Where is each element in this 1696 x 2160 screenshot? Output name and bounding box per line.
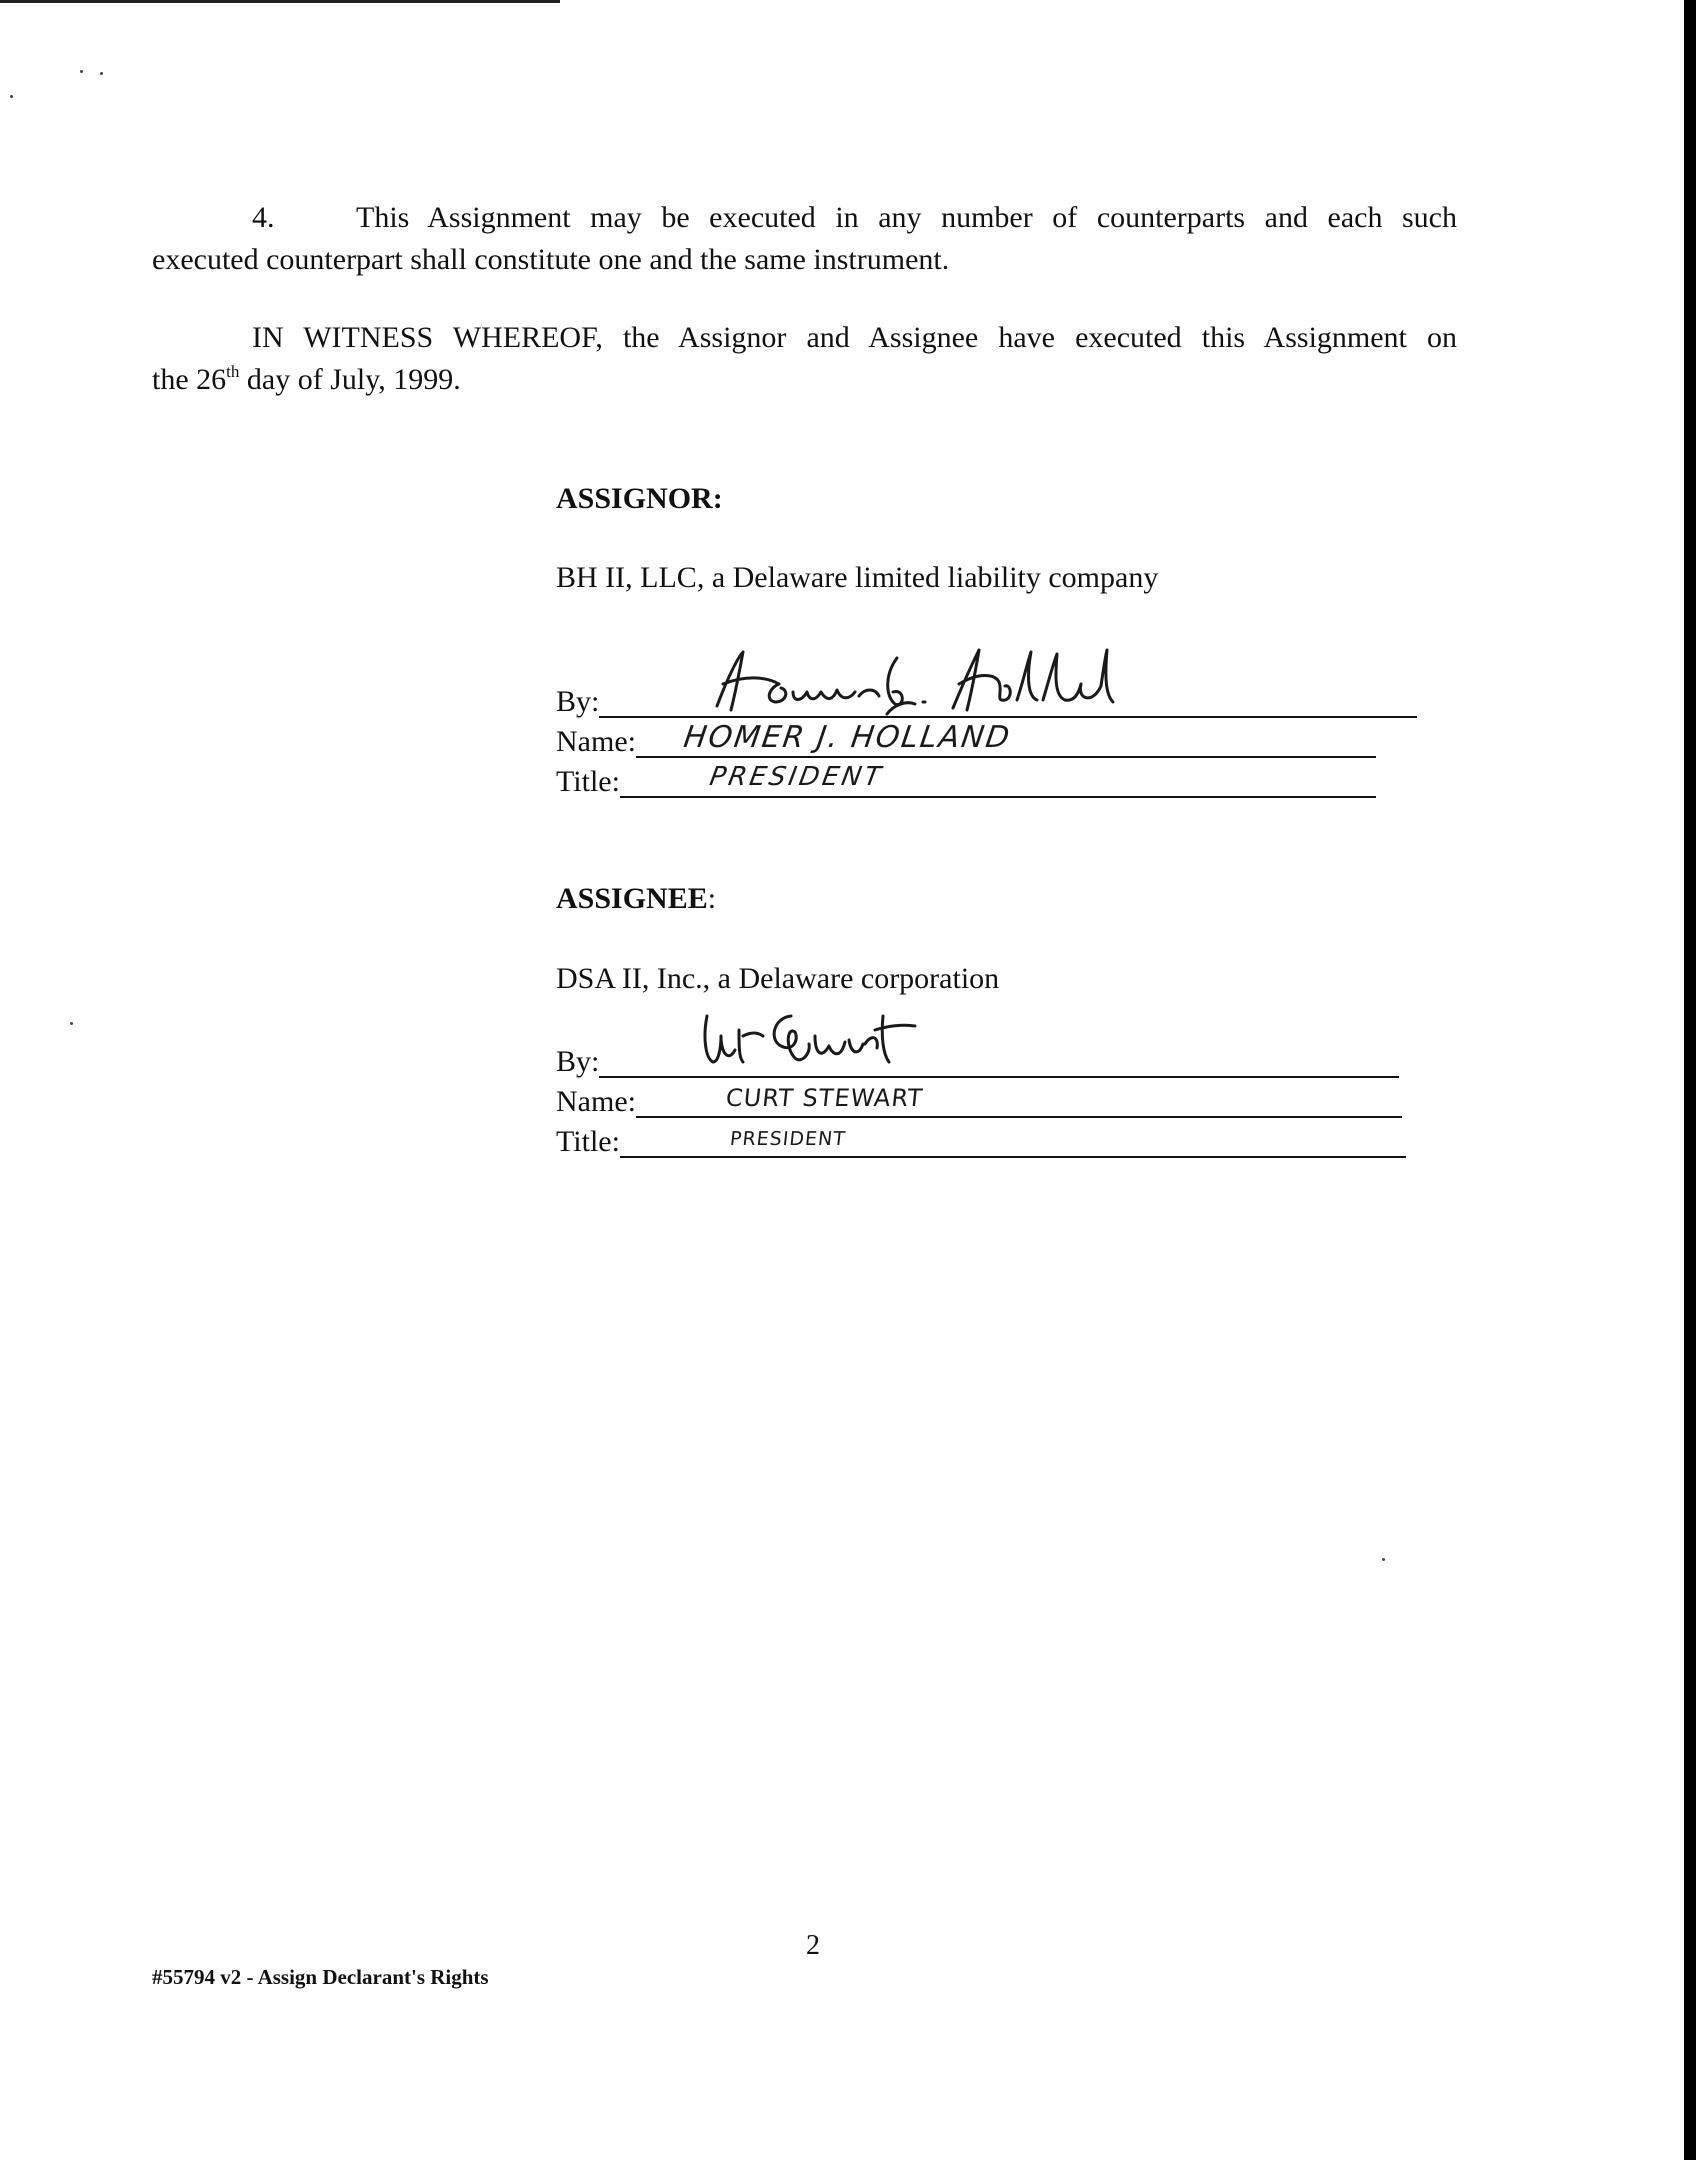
- scan-speck: [10, 95, 13, 98]
- assignor-title-row: [556, 758, 1376, 798]
- assignee-signature-line: [599, 1046, 1399, 1078]
- witness-line-1: IN WITNESS WHEREOF, the Assignor and Assignee have executed this Assignment on: [252, 321, 1457, 354]
- assignee-name-line: [636, 1086, 1402, 1118]
- assignor-party: BH II, LLC, a Delaware limited liability company: [556, 561, 1159, 594]
- assignee-signature: [699, 996, 959, 1076]
- clause-4-line-1: 4. This Assignment may be executed in any number of counterparts and each such: [152, 197, 1457, 239]
- assignor-signature-line: [599, 686, 1417, 718]
- assignor-title-line: [620, 762, 1376, 798]
- scan-speck: [100, 72, 103, 75]
- clause-4-paragraph: [152, 197, 1457, 281]
- assignor-name-row: [556, 718, 1376, 758]
- assignor-name-label: Name:: [556, 725, 636, 758]
- assignor-by-label: By:: [556, 685, 600, 718]
- assignee-name-label: Name:: [556, 1085, 636, 1118]
- assignor-name-line: [636, 720, 1376, 758]
- document-footer-id: #55794 v2 - Assign Declarant's Rights: [152, 1965, 489, 1989]
- assignee-by-row: [556, 1038, 1399, 1078]
- assignee-name-row: [556, 1078, 1402, 1118]
- assignee-title-row: [556, 1118, 1406, 1158]
- assignor-heading: ASSIGNOR:: [556, 482, 723, 515]
- assignee-title-value: PRESIDENT: [728, 1128, 847, 1150]
- assignee-party: DSA II, Inc., a Delaware corporation: [556, 962, 1000, 995]
- assignee-name-value: CURT STEWART: [724, 1084, 925, 1112]
- assignor-name-value: HOMER J. HOLLAND: [681, 720, 1014, 755]
- ordinal-suffix: th: [226, 362, 240, 381]
- witness-paragraph: [152, 317, 1457, 401]
- scan-speck: [80, 70, 83, 73]
- scan-right-edge: [1684, 0, 1696, 2160]
- scan-speck: [70, 1022, 73, 1025]
- page-number: 2: [806, 1930, 820, 1961]
- assignee-title-line: [620, 1126, 1406, 1158]
- assignor-by-row: [556, 678, 1417, 718]
- clause-number: 4.: [252, 201, 275, 234]
- assignor-signature: [709, 644, 1129, 724]
- assignee-by-label: By:: [556, 1045, 600, 1078]
- scan-speck: [1382, 1558, 1385, 1561]
- clause-4-line-2: executed counterpart shall constitute one and the same instrument.: [152, 243, 950, 276]
- witness-line-2: the 26th day of July, 1999.: [152, 362, 461, 396]
- assignee-title-label: Title:: [556, 1125, 620, 1158]
- assignee-heading: ASSIGNEE:: [556, 882, 717, 915]
- assignor-title-value: PRESIDENT: [707, 762, 886, 792]
- assignor-title-label: Title:: [556, 765, 620, 798]
- scan-top-edge-line: [0, 0, 560, 3]
